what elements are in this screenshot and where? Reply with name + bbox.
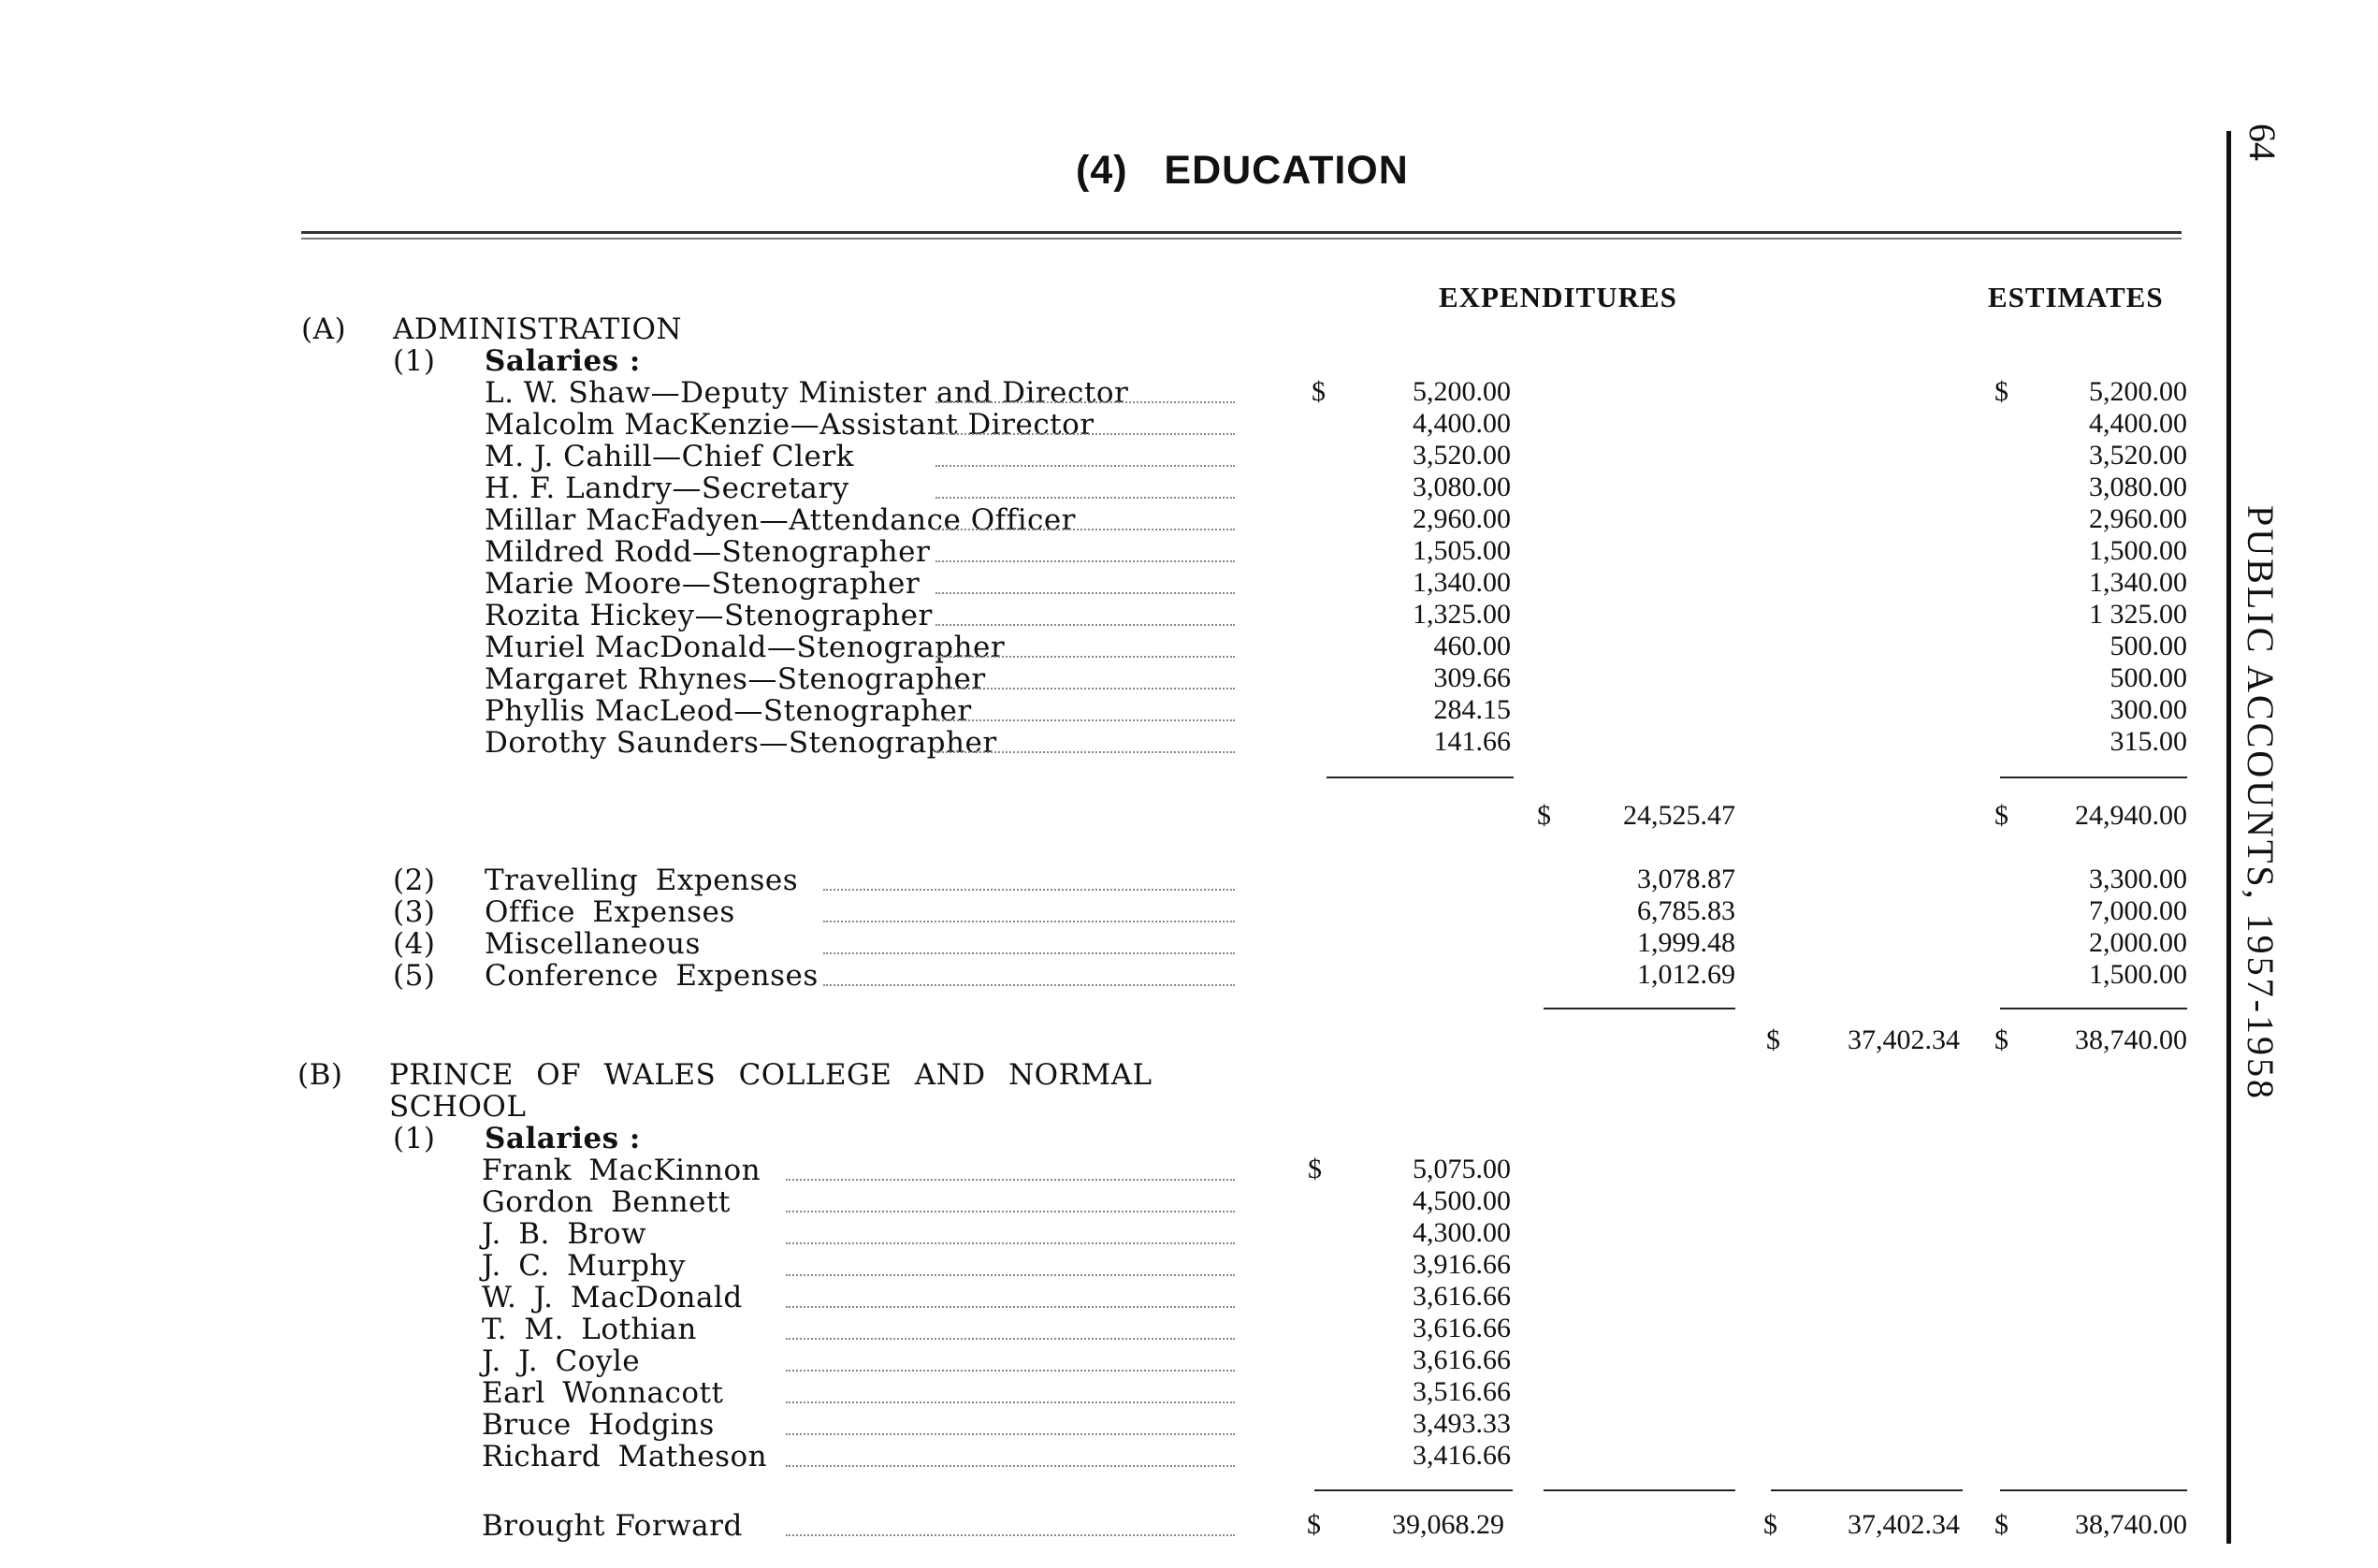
salary-expenditure: 1,340.00 <box>1413 567 1511 598</box>
dot-leader <box>935 751 1235 753</box>
salary-expenditure: 460.00 <box>1433 631 1511 661</box>
expense-expenditure: 1,999.48 <box>1637 927 1735 958</box>
salary-expenditure: 4,500.00 <box>1413 1185 1511 1216</box>
dot-leader <box>786 1433 1235 1435</box>
brought-forward-exp-dollar: $ <box>1307 1509 1321 1540</box>
expense-name: Conference Expenses <box>485 959 819 993</box>
section-a-subtotal-est: 24,940.00 <box>2075 800 2187 831</box>
expense-estimate: 7,000.00 <box>2089 895 2187 926</box>
salary-estimate: 3,080.00 <box>2089 472 2187 502</box>
salary-estimate: 500.00 <box>2110 662 2187 693</box>
dot-leader <box>823 984 1235 986</box>
salary-name: J. B. Brow <box>482 1217 647 1251</box>
salary-name: T. M. Lothian <box>482 1313 697 1346</box>
expense-number: (2) <box>393 864 436 897</box>
dot-leader <box>786 1211 1235 1212</box>
dot-leader <box>786 1242 1235 1244</box>
expense-number: (4) <box>393 927 436 961</box>
section-b-marker: (B) <box>297 1058 343 1092</box>
brought-forward-est-dollar: $ <box>1994 1509 2008 1540</box>
salary-expenditure: 3,616.66 <box>1413 1313 1511 1343</box>
salary-expenditure: 2,960.00 <box>1413 503 1511 534</box>
salary-name: Margaret Rhynes—Stenographer <box>485 662 986 696</box>
salary-name: Mildred Rodd—Stenographer <box>485 535 931 569</box>
salary-expenditure: 1,325.00 <box>1413 599 1511 630</box>
section-a-salaries-label: Salaries : <box>485 344 641 378</box>
exp-dollar-sign: $ <box>1312 376 1326 407</box>
brought-forward-salaries-exp: 39,068.29 <box>1392 1509 1504 1540</box>
salary-expenditure: 4,300.00 <box>1413 1217 1511 1248</box>
section-a-est-subtotal-rule <box>2000 777 2187 778</box>
salary-estimate: 1 325.00 <box>2089 599 2187 630</box>
salary-estimate: 5,200.00 <box>2089 376 2187 407</box>
dot-leader <box>935 719 1235 721</box>
section-b-exp-rule <box>1314 1489 1513 1491</box>
salary-name: Richard Matheson <box>482 1440 768 1474</box>
section-a-salaries-number: (1) <box>393 344 436 378</box>
salary-name: Malcolm MacKenzie—Assistant Director <box>485 408 1095 442</box>
dot-leader <box>935 560 1235 562</box>
section-b-col3-rule <box>1771 1489 1963 1491</box>
expense-number: (5) <box>393 959 436 993</box>
salary-expenditure: 3,616.66 <box>1413 1344 1511 1375</box>
salary-expenditure: 3,416.66 <box>1413 1440 1511 1471</box>
salary-expenditure: 3,080.00 <box>1413 472 1511 502</box>
section-a-subtotal-exp-dollar: $ <box>1537 800 1551 831</box>
expense-expenditure: 6,785.83 <box>1637 895 1735 926</box>
dot-leader <box>786 1274 1235 1276</box>
dot-leader <box>935 465 1235 467</box>
salary-name: Rozita Hickey—Stenographer <box>485 599 933 632</box>
dot-leader <box>935 529 1235 530</box>
margin-rule <box>2226 131 2231 1544</box>
salary-name: J. J. Coyle <box>482 1344 641 1378</box>
dot-leader <box>786 1401 1235 1403</box>
dot-leader <box>786 1179 1235 1181</box>
expense-number: (3) <box>393 895 436 929</box>
dot-leader <box>935 688 1235 690</box>
section-b-title-line1: PRINCE OF WALES COLLEGE AND NORMAL <box>389 1058 1153 1092</box>
section-a-total-exp: 37,402.34 <box>1848 1024 1960 1055</box>
salary-expenditure: 284.15 <box>1433 694 1511 725</box>
section-a-marker: (A) <box>301 312 347 346</box>
running-title: PUBLIC ACCOUNTS, 1957-1958 <box>2240 505 2282 1101</box>
dot-leader <box>935 592 1235 594</box>
salary-name: Dorothy Saunders—Stenographer <box>485 726 997 760</box>
expense-expenditure: 3,078.87 <box>1637 864 1735 894</box>
salary-expenditure: 3,516.66 <box>1413 1376 1511 1407</box>
salary-expenditure: 5,200.00 <box>1413 376 1511 407</box>
salary-name: J. C. Murphy <box>482 1249 686 1283</box>
dot-leader <box>823 889 1235 891</box>
dot-leader <box>935 401 1235 403</box>
column-header-estimates: ESTIMATES <box>1988 281 2164 313</box>
salary-name: Earl Wonnacott <box>482 1376 724 1410</box>
salary-name: Phyllis MacLeod—Stenographer <box>485 694 972 728</box>
section-b-col2-rule <box>1544 1489 1735 1491</box>
section-a-total-est: 38,740.00 <box>2075 1024 2187 1055</box>
salary-estimate: 1,500.00 <box>2089 535 2187 566</box>
section-b-est-rule <box>2000 1489 2187 1491</box>
dot-leader <box>786 1370 1235 1372</box>
section-b-title-line2: SCHOOL <box>389 1090 527 1124</box>
salary-name: Muriel MacDonald—Stenographer <box>485 631 1006 664</box>
salary-estimate: 300.00 <box>2110 694 2187 725</box>
brought-forward-total-est: 38,740.00 <box>2075 1509 2187 1540</box>
dot-leader <box>935 433 1235 435</box>
salary-name: Frank MacKinnon <box>482 1154 761 1187</box>
dot-leader <box>823 921 1235 922</box>
est-dollar-sign: $ <box>1994 376 2008 407</box>
salary-name: Millar MacFadyen—Attendance Officer <box>485 503 1077 537</box>
section-b-salaries-label: Salaries : <box>485 1122 641 1155</box>
salary-name: H. F. Landry—Secretary <box>485 472 849 505</box>
salary-expenditure: 3,916.66 <box>1413 1249 1511 1280</box>
salary-name: M. J. Cahill—Chief Clerk <box>485 440 854 473</box>
salary-estimate: 1,340.00 <box>2089 567 2187 598</box>
expense-name: Travelling Expenses <box>485 864 799 897</box>
brought-forward-total-dollar: $ <box>1763 1509 1777 1540</box>
dot-leader <box>935 497 1235 499</box>
expense-expenditure: 1,012.69 <box>1637 959 1735 990</box>
expense-estimate: 3,300.00 <box>2089 864 2187 894</box>
expense-name: Miscellaneous <box>485 927 701 961</box>
dot-leader <box>786 1465 1235 1467</box>
expense-estimate: 2,000.00 <box>2089 927 2187 958</box>
salary-expenditure: 4,400.00 <box>1413 408 1511 439</box>
header-rule-top <box>301 231 2182 234</box>
section-a-total-exp-dollar: $ <box>1766 1024 1780 1055</box>
salary-name: L. W. Shaw—Deputy Minister and Director <box>485 376 1129 410</box>
section-a-title: ADMINISTRATION <box>393 312 683 346</box>
salary-expenditure: 3,493.33 <box>1413 1408 1511 1439</box>
dot-leader <box>823 952 1235 954</box>
salary-expenditure: 3,520.00 <box>1413 440 1511 471</box>
salary-expenditure: 5,075.00 <box>1413 1154 1511 1184</box>
salary-estimate: 2,960.00 <box>2089 503 2187 534</box>
section-b-salaries-number: (1) <box>393 1122 436 1155</box>
salary-name: Marie Moore—Stenographer <box>485 567 921 601</box>
brought-forward-label: Brought Forward <box>482 1509 743 1543</box>
salary-name: Gordon Bennett <box>482 1185 731 1219</box>
salary-expenditure: 1,505.00 <box>1413 535 1511 566</box>
salary-estimate: 3,520.00 <box>2089 440 2187 471</box>
section-a-exp-subtotal-rule <box>1327 777 1514 778</box>
salary-estimate: 500.00 <box>2110 631 2187 661</box>
brought-forward-total-exp: 37,402.34 <box>1848 1509 1960 1540</box>
exp-dollar-sign: $ <box>1308 1154 1322 1184</box>
page-title: (4) EDUCATION <box>1076 148 1409 193</box>
expense-name: Office Expenses <box>485 895 735 929</box>
salary-name: W. J. MacDonald <box>482 1281 743 1314</box>
salary-estimate: 4,400.00 <box>2089 408 2187 439</box>
dot-leader <box>786 1338 1235 1340</box>
salary-expenditure: 141.66 <box>1433 726 1511 757</box>
expense-estimate: 1,500.00 <box>2089 959 2187 990</box>
section-a-subtotal-est-dollar: $ <box>1994 800 2008 831</box>
column-header-expenditures: EXPENDITURES <box>1439 281 1677 313</box>
salary-expenditure: 309.66 <box>1433 662 1511 693</box>
section-a-exp-total-rule <box>1544 1008 1735 1009</box>
header-rule-bottom <box>301 238 2182 240</box>
dot-leader <box>786 1306 1235 1308</box>
dot-leader <box>935 656 1235 658</box>
salary-expenditure: 3,616.66 <box>1413 1281 1511 1312</box>
page-number: 64 <box>2241 123 2284 161</box>
salary-estimate: 315.00 <box>2110 726 2187 757</box>
section-a-est-total-rule <box>2000 1008 2187 1009</box>
brought-forward-leader <box>786 1534 1235 1536</box>
salary-name: Bruce Hodgins <box>482 1408 715 1442</box>
dot-leader <box>935 624 1235 626</box>
section-a-total-est-dollar: $ <box>1994 1024 2008 1055</box>
section-a-subtotal-exp: 24,525.47 <box>1623 800 1735 831</box>
